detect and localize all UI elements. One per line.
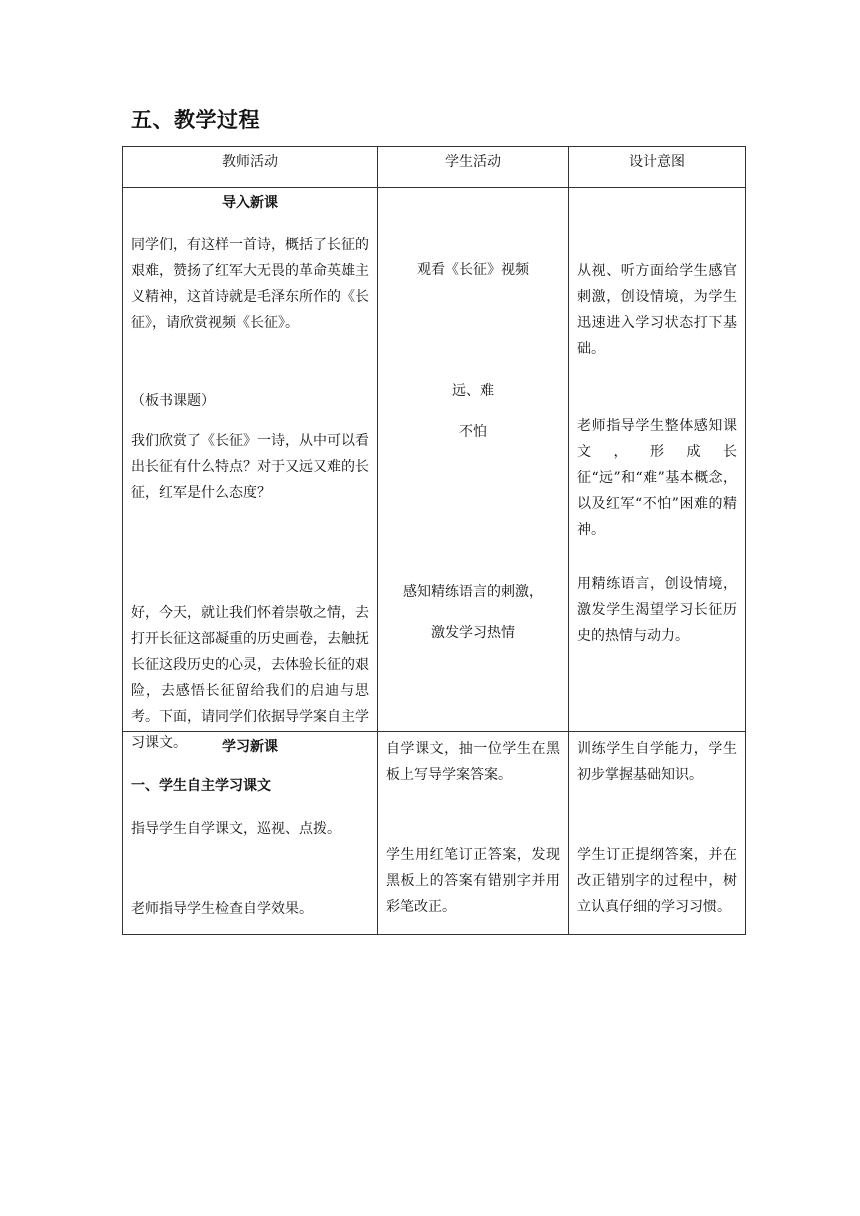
header-student-activity: 学生活动 <box>378 147 569 188</box>
lesson-process-table <box>122 146 746 935</box>
intro-design-intent-3: 用精练语言，创设情境，激发学生渴望学习长征历史的热情与动力。 <box>577 576 737 644</box>
new-lesson-design-intent-1: 训练学生自学能力，学生初步掌握基础知识。 <box>577 741 737 783</box>
intro-board-title-note: （板书课题） <box>131 393 215 409</box>
table-header-row <box>123 147 746 188</box>
intro-student-far-hard: 远、难 <box>452 383 494 399</box>
table-row-intro <box>123 188 746 732</box>
page-title: 五、教学过程 <box>131 108 260 132</box>
intro-design-cell <box>569 188 746 732</box>
intro-teacher-paragraph-3: 我们欣赏了《长征》一诗，从中可以看出长征有什么特点？对于又远又难的长征，红军是什么态度？ <box>131 433 369 501</box>
intro-student-inspire-passion: 激发学习热情 <box>431 625 515 641</box>
new-lesson-teacher-cell <box>123 732 378 935</box>
intro-teacher-paragraph-1: 同学们，有这样一首诗，概括了长征的艰难，赞扬了红军大无畏的革命英雄主义精神，这首诗就是毛泽东所作的《长征》，请欣赏视频《长征》。 <box>131 237 369 331</box>
intro-teacher-paragraph-4: 好，今天，就让我们怀着崇敬之情，去打开长征这部凝重的历史画卷，去触抚长征这段历史的心灵，去体验长征的艰险，去感悟长征留给我们的启迪与思考。下面，请同学们依据导学案自主学习课文。 <box>131 605 369 751</box>
header-design-intent: 设计意图 <box>569 147 746 188</box>
new-lesson-subtitle: 一、学生自主学习课文 <box>131 778 271 794</box>
intro-design-intent-2: 老师指导学生整体感知课文，形成长征“远”和“难”基本概念，以及红军“不怕”困难的精神。 <box>577 418 737 538</box>
new-lesson-design-intent-2: 学生订正提纲答案，并在改正错别字的过程中，树立认真仔细的学习习惯。 <box>577 847 737 915</box>
new-lesson-teacher-check: 老师指导学生检查自学效果。 <box>131 901 313 917</box>
new-lesson-teacher-guide: 指导学生自学课文，巡视、点拨。 <box>131 821 341 837</box>
table-row-new-lesson <box>123 732 746 935</box>
header-teacher-activity: 教师活动 <box>123 147 378 188</box>
intro-student-not-afraid: 不怕 <box>459 424 487 440</box>
new-lesson-section-title: 学习新课 <box>222 739 278 755</box>
intro-student-watch-video: 观看《长征》视频 <box>417 262 529 278</box>
intro-design-intent-1: 从视、听方面给学生感官刺激，创设情境，为学生迅速进入学习状态打下基础。 <box>577 263 737 357</box>
new-lesson-student-cell <box>378 732 569 935</box>
new-lesson-design-cell <box>569 732 746 935</box>
intro-section-title: 导入新课 <box>222 195 278 211</box>
intro-student-cell <box>378 188 569 732</box>
new-lesson-student-self-study: 自学课文，抽一位学生在黑板上写导学案答案。 <box>386 741 560 783</box>
intro-student-perceive-language: 感知精练语言的刺激， <box>403 584 543 600</box>
new-lesson-student-correct: 学生用红笔订正答案，发现黑板上的答案有错别字并用彩笔改正。 <box>386 847 560 915</box>
